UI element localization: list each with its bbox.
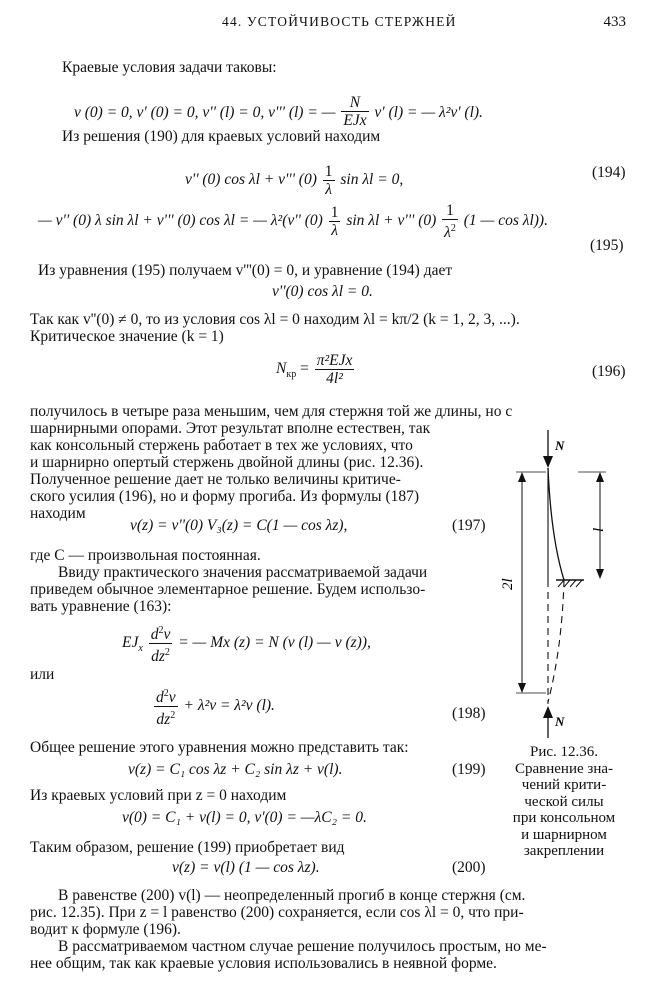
equation-number: (194) bbox=[592, 164, 626, 181]
dimension-l-label: l bbox=[591, 527, 607, 532]
page-number: 433 bbox=[603, 14, 626, 30]
equation-number: (200) bbox=[452, 859, 486, 876]
paragraph: Из краевых условий при z = 0 находим bbox=[30, 787, 287, 804]
text-line: шарнирными опорами. Этот результат вполне естествен, так bbox=[30, 420, 431, 437]
buckled-shape bbox=[548, 468, 564, 580]
equation-number: (198) bbox=[452, 705, 486, 722]
boundary-conditions: v (0) = 0, v' (0) = 0, v'' (l) = 0, v''' (l) = — $\frac{N}{\text{EJx}}$ v' (l) = — λ²v' (l). bbox=[74, 94, 483, 129]
text-line: вать уравнение (163): bbox=[30, 598, 172, 615]
paragraph: Таким образом, решение (199) приобретает вид bbox=[30, 839, 345, 856]
top-force-label: N bbox=[555, 438, 565, 453]
equation-constants: v(0) = C₁ + v(l) = 0, v'(0) = —λC₂ = 0. bbox=[122, 809, 367, 826]
text-line: и шарнирно опертый стержень двойной длины (рис. 12.36). bbox=[30, 454, 424, 471]
paragraph: или bbox=[30, 666, 55, 683]
paragraph: Из уравнения (195) получаем v'''(0) = 0, и уравнение (194) дает bbox=[38, 262, 453, 279]
figure-caption: Рис. 12.36. Сравнение зна- чений крити- ческой силы при консольном и шарнирном закреплении bbox=[512, 744, 616, 859]
text-line: нее общим, так как краевые условия использовались в неявной форме. bbox=[30, 955, 497, 972]
running-header bbox=[0, 14, 662, 34]
paragraph: Так как v''(0) ≠ 0, то из условия cos λl = 0 находим λl = kπ/2 (k = 1, 2, 3, ...). bbox=[30, 311, 520, 328]
text-line: приведем обычное элементарное решение. Будем использо- bbox=[30, 581, 426, 598]
equation-195: — v'' (0) λ sin λl + v''' (0) cos λl = — λ²(v'' (0) $\frac{1}{\lambda}$ sin λl + v''' (0) $\frac{1}{\lambda^2}$ (1 — cos λl)). bbox=[38, 202, 548, 242]
text-line: В рассматриваемом частном случае решение получилось простым, но ме- bbox=[58, 938, 547, 955]
text-line: получилось в четыре раза меньшим, чем для стержня той же длины, но с bbox=[30, 403, 513, 420]
paragraph: где C — произвольная постоянная. bbox=[30, 547, 261, 564]
equation-163: $EJ_x$ $\frac{d^2v}{dz^2}$ = — Mx (z) = N (v (l) — v (z)), bbox=[122, 622, 371, 665]
paragraph: Критическое значение (k = 1) bbox=[30, 328, 224, 345]
equation-200: v(z) = v(l) (1 — cos λz). bbox=[172, 859, 320, 876]
equation-198: $\frac{d^2v}{dz^2}$ + λ²v = λ²v (l). bbox=[152, 685, 275, 728]
buckled-mirror-shape bbox=[548, 580, 564, 702]
paragraph: Краевые условия задачи таковы: bbox=[62, 59, 277, 76]
column-buckling-figure bbox=[498, 428, 628, 738]
equation-194: v'' (0) cos λl + v''' (0) $\frac{1}{\lambda}$ sin λl = 0, bbox=[185, 163, 404, 198]
equation-cos: v''(0) cos λl = 0. bbox=[272, 283, 373, 300]
text-line: находим bbox=[30, 505, 86, 522]
text-line: ского усилия (196), но и форму прогиба. Из формулы (187) bbox=[30, 488, 420, 505]
text-line: В равенстве (200) v(l) — неопределенный прогиб в конце стержня (см. bbox=[58, 887, 526, 904]
equation-number: (196) bbox=[592, 363, 626, 380]
text-line: рис. 12.35). При z = l равенство (200) сохраняется, если cos λl = 0, что при- bbox=[30, 904, 524, 921]
paragraph: Общее решение этого уравнения можно представить так: bbox=[30, 739, 409, 756]
paragraph: Из решения (190) для краевых условий находим bbox=[62, 128, 381, 145]
equation-number: (197) bbox=[452, 517, 486, 534]
equation-number: (195) bbox=[590, 237, 624, 254]
dimension-2l-label: 2l bbox=[500, 578, 516, 590]
bottom-force-label: N bbox=[555, 714, 565, 729]
text-line: Ввиду практического значения рассматриваемой задачи bbox=[58, 564, 428, 581]
text-line: Полученное решение дает не только величины критиче- bbox=[30, 471, 401, 488]
text-line: как консольный стержень работает в тех же условиях, что bbox=[30, 437, 413, 454]
equation-199: v(z) = C₁ cos λz + C₂ sin λz + v(l). bbox=[128, 761, 343, 778]
equation-number: (199) bbox=[452, 761, 486, 778]
equation-196: $N_{кр}$ = $\frac{\text{π²EJx}}{\text{4l²}}$ bbox=[276, 352, 353, 387]
equation-197: v(z) = v''(0) V₃(z) = C(1 — cos λz), bbox=[130, 517, 348, 534]
text-line: водит к формуле (196). bbox=[30, 921, 181, 938]
section-title: 44. УСТОЙЧИВОСТЬ СТЕРЖНЕЙ bbox=[222, 14, 457, 29]
